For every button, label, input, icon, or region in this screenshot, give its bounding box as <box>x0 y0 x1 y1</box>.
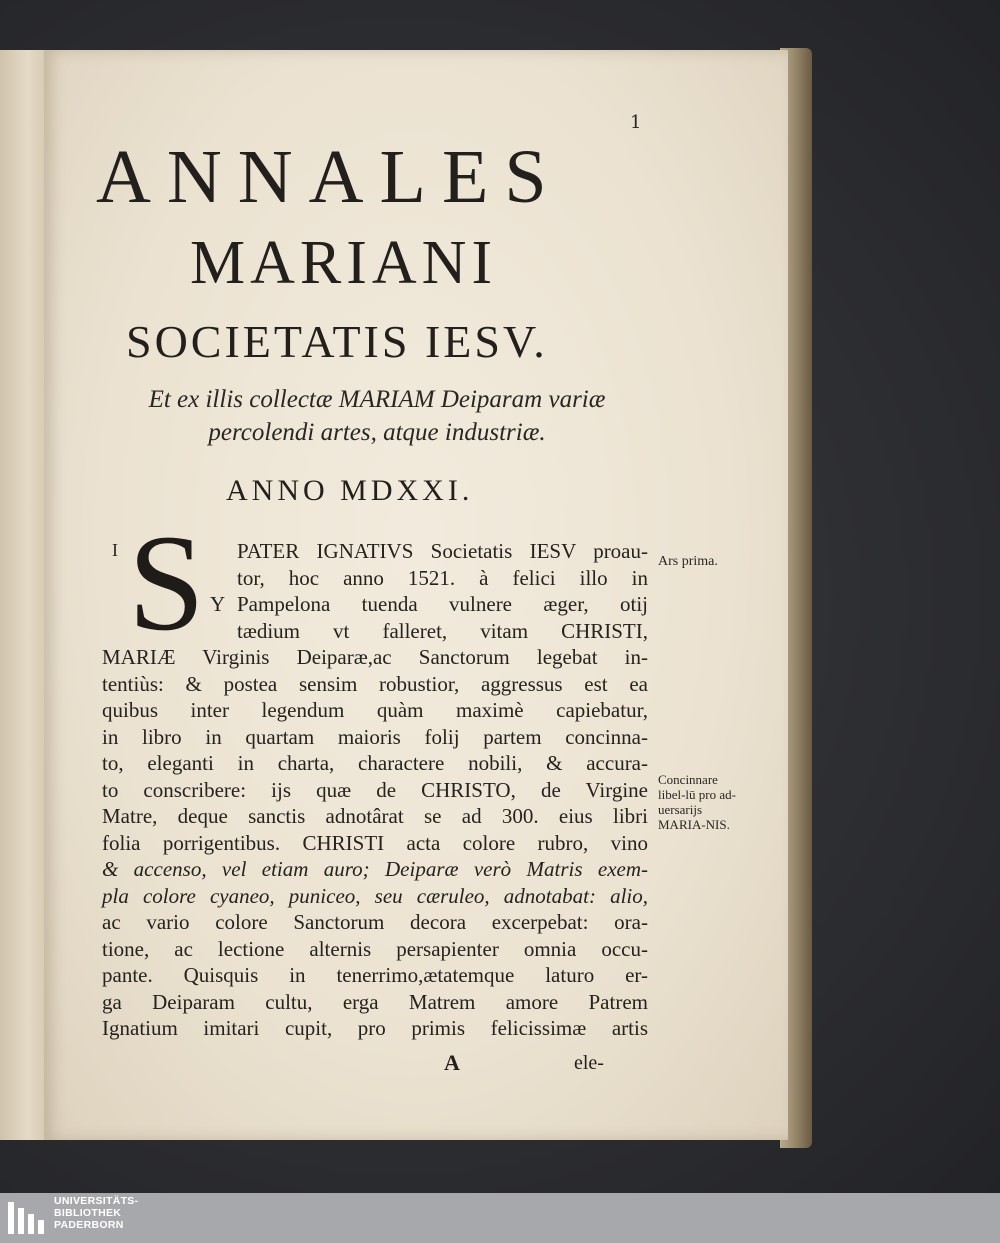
title-line-societatis: SOCIETATIS IESV. <box>126 316 548 367</box>
library-name-line: PADERBORN <box>54 1219 124 1231</box>
library-name <box>54 1195 138 1231</box>
text-line: pla colore cyaneo, puniceo, seu cæruleo, adnotabat: alio, <box>102 883 648 908</box>
text-line: in libro in quartam maioris folij partem concinna- <box>102 724 648 749</box>
subtitle-line: Et ex illis collectæ MARIAM Deiparam variæ <box>148 386 606 413</box>
page-number: 1 <box>630 112 642 133</box>
text-line: quibus inter legendum quàm maximè capiebatur, <box>102 698 648 722</box>
year-heading: ANNO MDXXI. <box>226 474 474 507</box>
text-line: ga Deiparam cultu, erga Matrem amore Patrem <box>102 989 648 1014</box>
text-line: ac vario colore Sanctorum decora excerpebat: ora- <box>102 910 648 934</box>
book-page <box>44 50 788 1140</box>
text-line: tædium vt falleret, vitam CHRISTI, <box>237 618 648 643</box>
margin-note-ars-prima: Ars prima. <box>658 554 718 569</box>
library-name-line: UNIVERSITÄTS- <box>54 1195 139 1207</box>
text-line: Matre, deque sanctis adnotârat se ad 300. eius libri <box>102 804 648 828</box>
library-name-line: BIBLIOTHEK <box>54 1207 122 1219</box>
text-line: & accenso, vel etiam auro; Deiparæ verò Matris exem- <box>102 857 648 881</box>
signature-mark: A <box>444 1050 460 1075</box>
title-line-annales: ANNALES <box>96 135 563 219</box>
drop-cap-initial: S <box>128 506 205 659</box>
margin-note-concinnare: Concinnare libel-lū pro ad-uersarijs MARIA-NIS. <box>658 772 736 832</box>
subtitle <box>112 383 642 449</box>
text-line: to, eleganti in charta, charactere nobili, & accura- <box>102 751 648 775</box>
first-line-lead: Y <box>210 592 226 616</box>
paragraph-number: I <box>112 540 118 560</box>
title-line-mariani: MARIANI <box>190 229 498 297</box>
text-line: pante. Quisquis in tenerrimo,ætatemque laturo er- <box>102 963 648 987</box>
catchword: ele- <box>574 1052 604 1074</box>
text-line: Ignatium imitari cupit, pro primis felicissimæ artis <box>102 1016 648 1040</box>
library-footer <box>0 1193 1000 1243</box>
text-line: tione, ac lectione alternis persapienter omnia occu- <box>102 936 648 961</box>
text-line <box>102 591 648 618</box>
body-text <box>102 538 648 1042</box>
text-line: folia porrigentibus. CHRISTI acta colore rubro, vino <box>102 830 648 855</box>
facing-page-edge <box>0 50 48 1140</box>
library-logo-icon <box>8 1202 44 1234</box>
text-line-content: Pampelona tuenda vulnere æger, otij <box>237 592 648 616</box>
text-line: PATER IGNATIVS Societatis IESV proau- <box>237 539 648 563</box>
subtitle-line: percolendi artes, atque industriæ. <box>208 419 546 446</box>
text-line: tentiùs: & postea sensim robustior, aggressus est ea <box>102 671 648 696</box>
text-line: to conscribere: ijs quæ de CHRISTO, de Virgine <box>102 777 648 802</box>
text-line: tor, hoc anno 1521. à felici illo in <box>237 565 648 590</box>
text-line: MARIÆ Virginis Deiparæ,ac Sanctorum legebat in- <box>102 645 648 669</box>
